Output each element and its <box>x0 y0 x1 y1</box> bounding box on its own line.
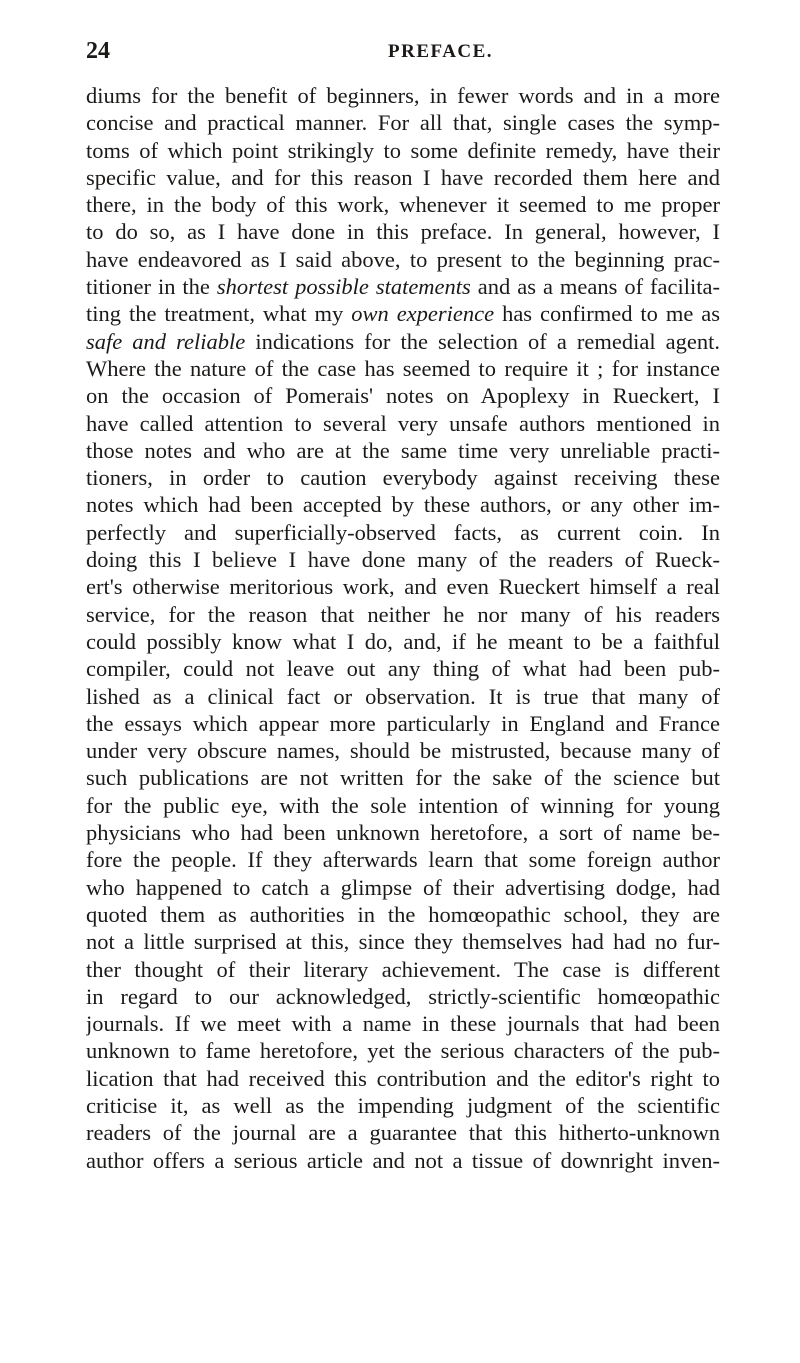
text-segment: diums for the benefit of beginners, in fewer words and in a more <box>86 83 720 108</box>
text-segment: concise and practical manner. For all that, single cases the symp- <box>86 110 720 136</box>
text-line <box>86 109 720 136</box>
running-head: PREFACE. <box>388 41 494 62</box>
text-segment: journals. If we meet with a name in these journals that had been <box>86 1011 720 1037</box>
text-line <box>86 601 720 628</box>
text-line <box>86 846 720 873</box>
text-line <box>86 1037 720 1064</box>
text-segment: criticise it, as well as the impending judgment of the scientific <box>86 1092 720 1118</box>
text-line <box>86 1010 720 1037</box>
text-segment: who happened to catch a glimpse of their advertising dodge, had <box>86 874 720 900</box>
text-line <box>86 764 720 791</box>
text-line <box>86 1092 720 1119</box>
text-line <box>86 1147 720 1174</box>
text-line <box>86 137 720 164</box>
text-segment: ting the treatment, what my <box>86 301 352 327</box>
text-line <box>86 737 720 764</box>
text-line <box>86 573 720 600</box>
text-line <box>86 355 720 382</box>
text-segment: have endeavored as I said above, to present to the beginning prac- <box>86 246 720 272</box>
page-number: 24 <box>86 38 110 64</box>
text-line <box>86 218 720 245</box>
text-segment: service, for the reason that neither he nor many of his readers <box>86 601 720 627</box>
italic-phrase: own experience <box>351 301 495 327</box>
text-segment: has confirmed to me as <box>494 301 720 327</box>
text-line <box>86 956 720 983</box>
text-segment: under very obscure names, should be mistrusted, because many of <box>86 738 720 764</box>
text-line <box>86 1119 720 1146</box>
text-segment: readers of the journal are a guarantee that this hitherto-unknown <box>86 1120 720 1146</box>
text-segment: perfectly and superficially-observed facts, as current coin. In <box>86 519 720 545</box>
text-segment: doing this I believe I have done many of the readers of Rueck- <box>86 547 720 573</box>
text-line <box>86 683 720 710</box>
text-segment: for the public eye, with the sole intention of winning for young <box>86 792 720 818</box>
text-segment: titioner in the <box>86 274 217 300</box>
text-segment: those notes and who are at the same time very unreliable practi- <box>86 437 720 463</box>
text-line <box>86 82 720 109</box>
text-line <box>86 519 720 546</box>
text-segment: Where the nature of the case has seemed to require it ; for instance <box>86 355 720 381</box>
text-segment: have called attention to several very unsafe authors mentioned in <box>86 410 720 436</box>
text-segment: quoted them as authorities in the homœopathic school, they are <box>86 901 720 927</box>
text-line <box>86 655 720 682</box>
text-line <box>86 273 720 300</box>
text-line <box>86 191 720 218</box>
text-segment: to do so, as I have done in this preface. In general, however, I <box>86 219 720 245</box>
text-line <box>86 464 720 491</box>
text-segment: specific value, and for this reason I have recorded them here and <box>86 164 720 190</box>
text-segment: indications for the selection of a remedial agent. <box>245 328 720 354</box>
text-segment: such publications are not written for the sake of the science but <box>86 765 720 791</box>
text-line <box>86 1065 720 1092</box>
text-line <box>86 328 720 355</box>
text-line <box>86 874 720 901</box>
text-line <box>86 792 720 819</box>
text-segment: ther thought of their literary achievement. The case is different <box>86 956 720 982</box>
page-header <box>86 36 720 66</box>
text-segment: unknown to fame heretofore, yet the serious characters of the pub- <box>86 1038 720 1064</box>
text-segment: author offers a serious article and not a tissue of downright inven- <box>86 1147 720 1173</box>
text-segment: and as a means of facilita- <box>470 274 720 300</box>
text-line <box>86 410 720 437</box>
text-segment: could possibly know what I do, and, if he meant to be a faithful <box>86 628 720 654</box>
text-segment: compiler, could not leave out any thing of what had been pub- <box>86 656 720 682</box>
italic-phrase: shortest possible statements <box>216 274 471 300</box>
text-segment: tioners, in order to caution everybody against receiving these <box>86 465 720 491</box>
text-line <box>86 710 720 737</box>
text-line <box>86 928 720 955</box>
text-segment: ert's otherwise meritorious work, and even Rueckert himself a real <box>86 574 720 600</box>
text-line <box>86 300 720 327</box>
italic-phrase: safe and reliable <box>86 328 246 354</box>
text-segment: notes which had been accepted by these authors, or any other im- <box>86 492 720 518</box>
text-line <box>86 382 720 409</box>
text-segment: the essays which appear more particularly in England and France <box>86 710 720 736</box>
text-segment: in regard to our acknowledged, strictly-scientific homœopathic <box>86 983 720 1009</box>
text-segment: lication that had received this contribution and the editor's right to <box>86 1065 720 1091</box>
text-segment: there, in the body of this work, whenever it seemed to me proper <box>86 192 720 218</box>
text-segment: not a little surprised at this, since they themselves had had no fur- <box>86 929 720 955</box>
text-segment: fore the people. If they afterwards learn that some foreign author <box>86 847 720 873</box>
text-line <box>86 819 720 846</box>
text-segment: toms of which point strikingly to some definite remedy, have their <box>86 137 720 163</box>
text-line <box>86 246 720 273</box>
text-segment: on the occasion of Pomerais' notes on Apoplexy in Rueckert, I <box>86 383 720 409</box>
text-line <box>86 164 720 191</box>
text-line <box>86 546 720 573</box>
text-line <box>86 901 720 928</box>
text-line <box>86 491 720 518</box>
body-text <box>86 82 720 1174</box>
text-segment: lished as a clinical fact or observation. It is true that many of <box>86 683 720 709</box>
text-segment: physicians who had been unknown heretofore, a sort of name be- <box>86 820 720 846</box>
text-line <box>86 437 720 464</box>
text-line <box>86 983 720 1010</box>
text-line <box>86 628 720 655</box>
